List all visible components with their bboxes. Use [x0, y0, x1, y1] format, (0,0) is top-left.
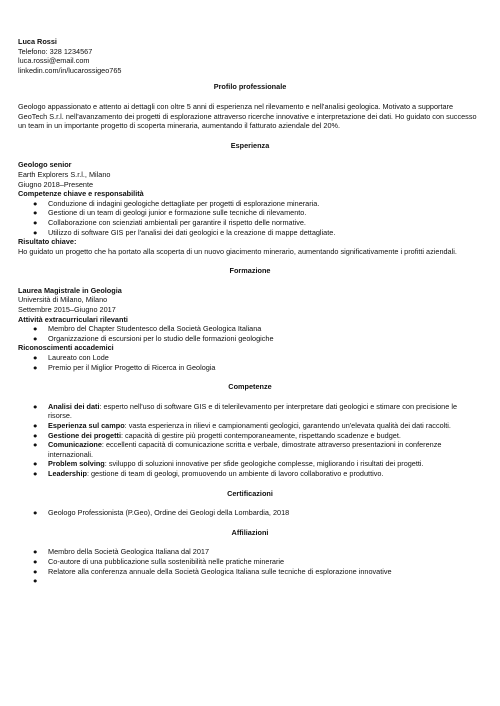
section-title-education: Formazione [229, 266, 271, 276]
activities-list [18, 324, 482, 343]
job-title: Geologo senior [18, 160, 72, 170]
bullet-icon: ● [33, 208, 38, 218]
section-title-skills: Competenze [228, 382, 272, 392]
bullet-icon: ● [33, 430, 38, 440]
bullet-icon: ● [33, 547, 38, 557]
bullet-icon: ● [33, 324, 38, 334]
bullet-icon: ● [33, 576, 38, 586]
list-item: ● Organizzazione di escursioni per lo studio delle formazioni geologiche [33, 333, 274, 343]
list-item: ● Membro della Società Geologica Italiana dal 2017 [33, 547, 210, 557]
education-dates: Settembre 2015–Giugno 2017 [18, 305, 116, 315]
result-heading: Risultato chiave: [18, 237, 77, 247]
bullet-icon: ● [33, 440, 38, 450]
list-item [18, 576, 482, 586]
bullet-icon: ● [33, 459, 38, 469]
bullet-icon: ● [33, 556, 38, 566]
bullet-icon: ● [33, 353, 38, 363]
skill-label: Problem solving [48, 459, 105, 469]
bullet-icon: ● [33, 401, 38, 411]
list-item: ● Premio per il Miglior Progetto di Ricerca in Geologia [33, 362, 216, 372]
skill-label: Analisi dei dati [48, 401, 100, 411]
skill-label: Comunicazione [48, 440, 102, 450]
skill-text: : vasta esperienza in rilievi e campionamenti geologici, garantendo un'elevata qualità dei dati raccolti. [124, 421, 451, 430]
section-title-certifications: Certificazioni [227, 488, 273, 498]
list-item: ● Conduzione di indagini geologiche dettagliate per progetti di esplorazione mineraria. [33, 198, 320, 208]
list-item [18, 440, 482, 459]
bullet-icon: ● [33, 227, 38, 237]
linkedin: linkedin.com/in/lucarossigeo765 [18, 65, 122, 75]
email: luca.rossi@email.com [18, 56, 90, 66]
skills-heading: Competenze chiave e responsabilità [18, 189, 144, 199]
degree: Laurea Magistrale in Geologia [18, 285, 122, 295]
awards-list [18, 353, 482, 372]
bullet-icon: ● [33, 217, 38, 227]
profile-text: Geologo appassionato e attento ai dettagli con oltre 5 anni di esperienza nel rilevamento e nell'analisi geologica. Motivato a supportare GeoTech S.r.l. nell'avanzamento dei progetti di esplorazione attraverso ricerche innovative e interpretazione dei dati. Ho guidato con successo un team in un importante progetto di scoperta mineraria, aumentando il fatturato aziendale del 20%. [18, 101, 477, 131]
skill-text: : gestione di team di geologi, promuovendo un ambiente di lavoro collaborativo e produttivo. [86, 468, 384, 478]
list-item: ● Collaborazione con scienziati ambientali per garantire il rispetto delle normative. [33, 217, 306, 227]
list-item: ● Co-autore di una pubblicazione sulla sostenibilità nelle pratiche minerarie [33, 556, 285, 566]
list-item: ● Laureato con Lode [33, 353, 109, 363]
result-text: Ho guidato un progetto che ha portato alla scoperta di un nuovo giacimento minerario, aumentando significativamente i profitti aziendali. [18, 246, 457, 256]
bullet-icon: ● [33, 198, 38, 208]
job-company: Earth Explorers S.r.l., Milano [18, 169, 111, 179]
bullet-icon: ● [33, 421, 38, 430]
skill-label: Gestione dei progetti [48, 430, 121, 440]
activities-heading: Attività extracurriculari rilevanti [18, 314, 128, 324]
section-title-affiliations: Affiliazioni [231, 527, 269, 537]
affiliations-list [18, 547, 482, 585]
list-item: ● Geologo Professionista (P.Geo), Ordine dei Geologi della Lombardia, 2018 [33, 508, 290, 518]
skill-text: : sviluppo di soluzioni innovative per sfide geologiche complesse, migliorando i risultati dei progetti. [104, 459, 424, 469]
list-item [18, 402, 482, 421]
skill-text: : capacità di gestire più progetti contemporaneamente, rispettando scadenze e budget. [120, 430, 401, 440]
responsibility-list [18, 199, 482, 237]
section-title-experience: Esperienza [230, 140, 270, 150]
person-name: Luca Rossi [18, 37, 57, 46]
list-item: ● Membro del Chapter Studentesco della Società Geologica Italiana [33, 324, 262, 334]
list-item [18, 431, 482, 441]
bullet-icon: ● [33, 468, 38, 478]
bullet-icon: ● [33, 362, 38, 372]
skill-text: : eccellenti capacità di comunicazione scritta e verbale, dimostrate attraverso presentazioni in conferenze internazionali. [48, 440, 442, 459]
certifications-list [18, 508, 482, 518]
list-item: ● Relatore alla conferenza annuale della Società Geologica Italiana sulle tecniche di esplorazione innovative [33, 566, 392, 576]
skill-label: Leadership [48, 468, 87, 478]
header [18, 37, 482, 75]
job-dates: Giugno 2018–Presente [18, 179, 94, 189]
skill-label: Esperienza sul campo [48, 421, 125, 430]
bullet-icon: ● [33, 566, 38, 576]
list-item [18, 469, 482, 479]
skills-list [18, 402, 482, 479]
awards-heading: Riconoscimenti accademici [18, 343, 114, 353]
list-item: ● Utilizzo di software GIS per l'analisi dei dati geologici e la creazione di mappe dettagliate. [33, 227, 336, 237]
list-item [18, 421, 482, 431]
skill-text: : esperto nell'uso di software GIS e di telerilevamento per interpretare dati geologici e stimare con precisione le risorse. [48, 401, 458, 421]
bullet-icon: ● [33, 333, 38, 343]
list-item [18, 459, 482, 469]
section-title-profile: Profilo professionale [213, 82, 287, 92]
phone: Telefono: 328 1234567 [18, 46, 93, 56]
school: Università di Milano, Milano [18, 295, 108, 305]
bullet-icon: ● [33, 508, 38, 518]
list-item: ● Gestione di un team di geologi junior e formazione sulle tecniche di rilevamento. [33, 208, 307, 218]
